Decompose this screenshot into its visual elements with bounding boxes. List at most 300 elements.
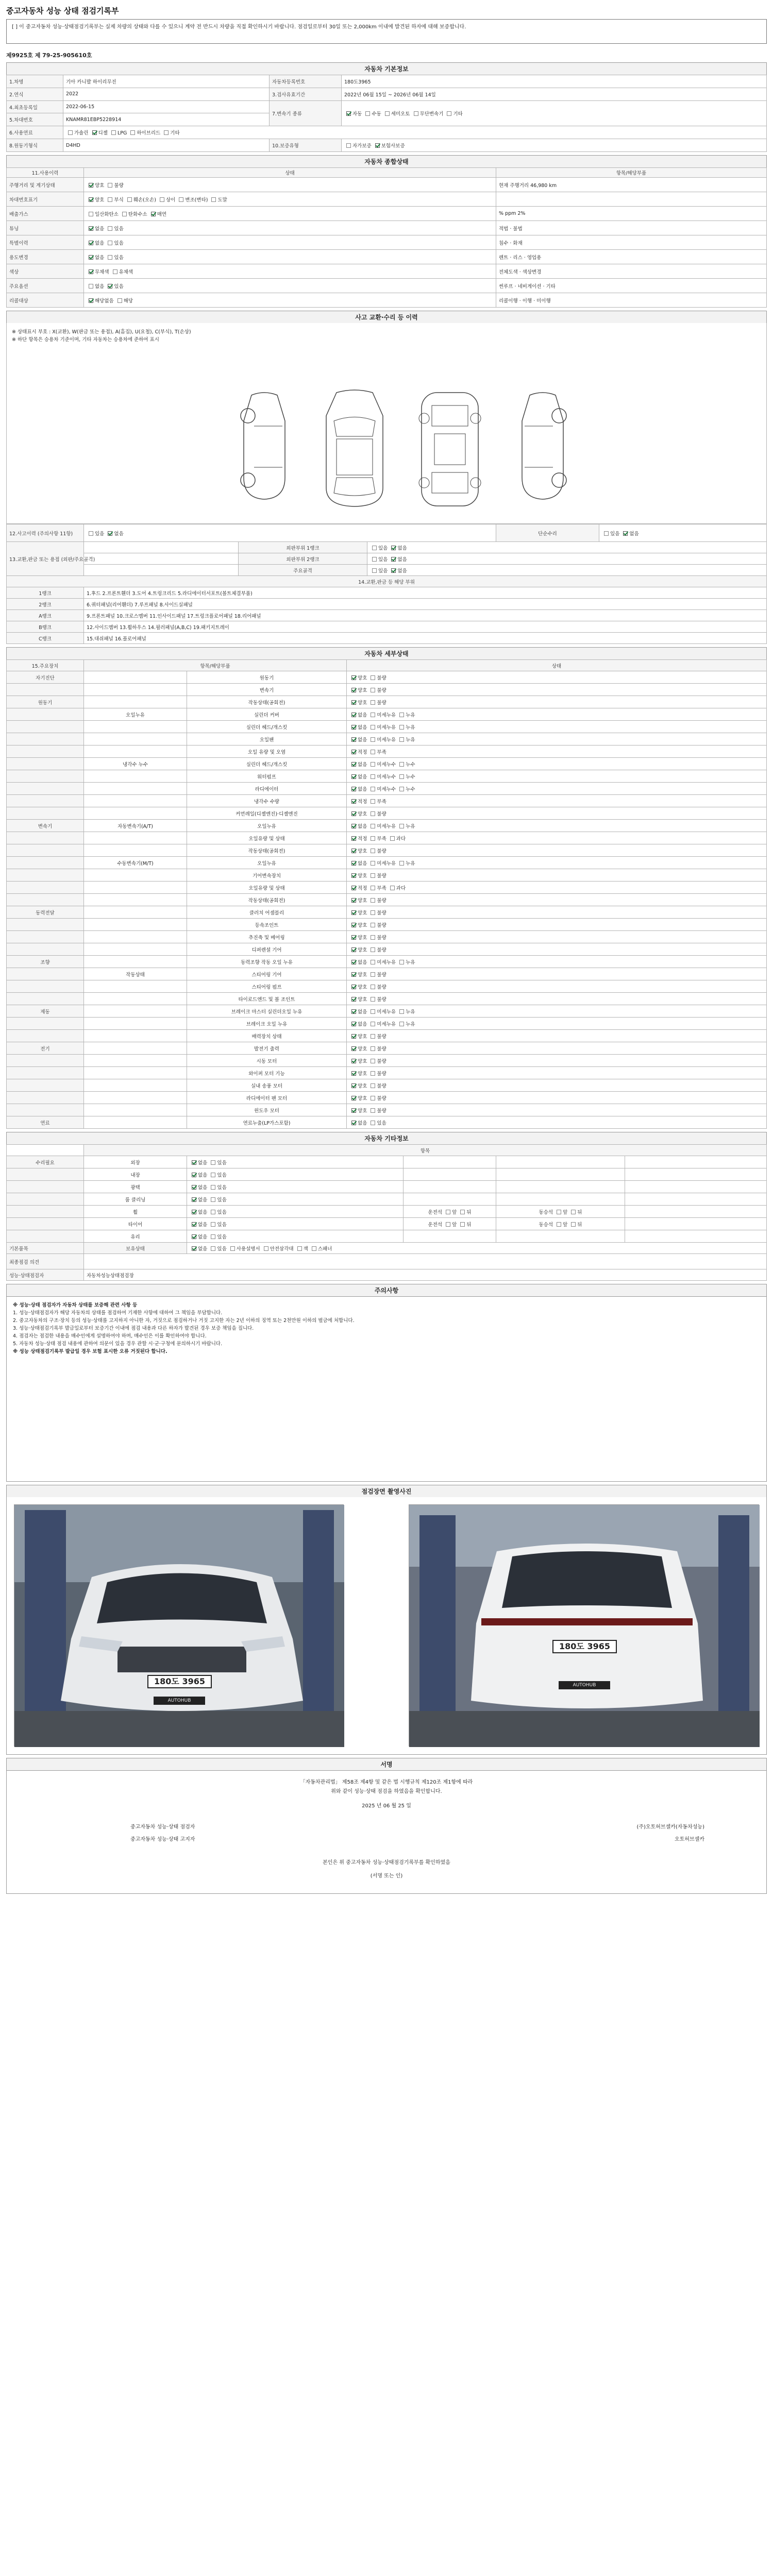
warranty-options: [342, 139, 767, 152]
checkbox: [351, 811, 356, 816]
detail-row: [7, 844, 767, 857]
option-label: 미세누유: [377, 737, 396, 743]
checkbox: [371, 675, 375, 680]
front-dealer-plate: AUTOHUB: [154, 1697, 205, 1705]
rank-1-label: 외판부위 1랭크: [239, 542, 367, 553]
first-reg: 2022-06-15: [63, 100, 270, 113]
section-overall: 자동차 종합상태: [6, 155, 767, 167]
option-label: 양호: [358, 700, 367, 706]
checkbox: [351, 836, 356, 841]
overall-row-options: [84, 250, 496, 264]
option-label: 무채색: [95, 269, 109, 275]
parts-row: [7, 587, 767, 599]
option-label: 누수: [406, 786, 415, 792]
note-line: ※ 성능·상태 점검자가 자동차 상태를 보증해 관련 사항 등: [13, 1302, 138, 1308]
other-cat: [7, 1168, 84, 1181]
other-row: [7, 1193, 767, 1206]
checkbox: [89, 241, 93, 245]
price-value: 자동차성능상태점검장: [84, 1269, 767, 1281]
detail-cat: [7, 721, 84, 733]
option-label: 미세누수: [377, 786, 396, 792]
checkbox: [89, 212, 93, 216]
detail-options: [347, 919, 767, 931]
detail-sub: 수동변속기(M/T): [84, 857, 187, 869]
checkbox: [211, 1197, 215, 1202]
option-label: 불량: [377, 897, 386, 904]
option-label: 누수: [406, 761, 415, 768]
detail-options: [347, 943, 767, 956]
checkbox: [89, 226, 93, 231]
option-label: 미세누유: [377, 724, 396, 731]
option-label: 없음: [358, 774, 367, 780]
checkbox: [371, 873, 375, 878]
other-row: [7, 1206, 767, 1218]
trans-options: [342, 100, 767, 126]
checkbox: [399, 1022, 404, 1026]
option-label: 있음: [217, 1184, 227, 1191]
simple-label: 단순수리: [496, 524, 599, 542]
option-label: 양호: [95, 182, 105, 189]
option-label: 있음: [95, 531, 105, 537]
checkbox: [399, 737, 404, 742]
detail-options: [347, 968, 767, 980]
option-label: 앞: [452, 1222, 457, 1228]
rank-1-options: [367, 542, 767, 553]
accident-table: [6, 524, 767, 644]
note-line: 3. 성능·상태점검기록부 발급일로부터 보증기간 이내에 점검 내용과 다른 하자가 발견된 경우 보증 책임을 집니다.: [13, 1326, 254, 1331]
checkbox: [297, 1246, 302, 1251]
checkbox: [111, 130, 116, 135]
option-label: 없음: [198, 1160, 208, 1166]
option-label: 없음: [358, 712, 367, 718]
checkbox: [557, 1210, 561, 1214]
option-label: 없음: [95, 226, 105, 232]
checkbox: [390, 836, 395, 841]
checkbox: [351, 1009, 356, 1014]
overall-row-extra: 침수 · 화재: [496, 235, 767, 250]
checkbox: [211, 1173, 215, 1177]
detail-options: [347, 882, 767, 894]
detail-row: [7, 696, 767, 708]
option-label: 앞: [563, 1222, 568, 1228]
checkbox: [391, 546, 396, 550]
checkbox: [371, 824, 375, 828]
detail-item: 작동상태(공회전): [187, 894, 347, 906]
option-label: 없음: [358, 1021, 367, 1027]
option-label: 불량: [377, 910, 386, 916]
overall-row-options: [84, 293, 496, 308]
option-label: 없음: [358, 823, 367, 829]
year: 2022: [63, 88, 270, 100]
detail-cat: [7, 894, 84, 906]
checkbox: [371, 1108, 375, 1113]
detail-sub: [84, 745, 187, 758]
checkbox: [371, 774, 375, 779]
option-label: 무단변속기: [419, 111, 444, 117]
option-label: 없음: [358, 786, 367, 792]
detail-options: [347, 820, 767, 832]
checkbox: [211, 1210, 215, 1214]
option-label: 누유: [406, 737, 415, 743]
detail-cat: [7, 931, 84, 943]
detail-table: [6, 659, 767, 1129]
detail-options: [347, 1018, 767, 1030]
checkbox: [192, 1185, 196, 1190]
checkbox: [192, 1173, 196, 1177]
checkbox: [351, 947, 356, 952]
option-label: 미세누유: [377, 1021, 396, 1027]
detail-cat: 제동: [7, 1005, 84, 1018]
detail-item: 타이로드엔드 및 볼 조인트: [187, 993, 347, 1005]
checkbox: [372, 557, 377, 562]
option-label: 일산화탄소: [95, 211, 119, 217]
notice-person-name: 오토허브셀카: [675, 1837, 704, 1842]
detail-options: [347, 733, 767, 745]
other-row: [7, 1230, 767, 1243]
checkbox: [399, 824, 404, 828]
rear-plate: 180도 3965: [552, 1640, 617, 1653]
checkbox: [351, 824, 356, 828]
detail-item: 원동기: [187, 671, 347, 684]
option-label: 누유: [406, 823, 415, 829]
option-label: 있음: [217, 1172, 227, 1178]
price-label: 성능·상태점검자: [7, 1269, 84, 1281]
detail-sub: [84, 770, 187, 783]
other-item: 내장: [84, 1168, 187, 1181]
checkbox: [399, 960, 404, 964]
detail-cat: [7, 1079, 84, 1092]
detail-sub: [84, 869, 187, 882]
detail-row: [7, 783, 767, 795]
other-cat: [7, 1206, 84, 1218]
detail-cat: [7, 770, 84, 783]
checkbox: [312, 1246, 316, 1251]
parts-rank: A랭크: [7, 610, 84, 621]
rear-car-image: [409, 1505, 760, 1747]
option-label: 불량: [377, 947, 386, 953]
detail-row: [7, 1079, 767, 1092]
overall-row-extra: 썬루프 · 네비게이션 · 기타: [496, 279, 767, 293]
option-label: 불량: [377, 1058, 386, 1064]
option-label: 자동: [352, 111, 362, 117]
detail-options: [347, 844, 767, 857]
vin: KNAMR81EBP5228914: [63, 113, 270, 126]
checker-label: 중고자동차 성능·상태 점검자: [130, 1824, 195, 1830]
checkbox: [151, 212, 156, 216]
checkbox: [192, 1210, 196, 1214]
checkbox: [351, 1071, 356, 1076]
detail-item: 와이퍼 모터 기능: [187, 1067, 347, 1079]
option-label: 적정: [358, 836, 367, 842]
option-label: 있음: [217, 1209, 227, 1215]
detail-cat: [7, 795, 84, 807]
detail-item: 워터펌프: [187, 770, 347, 783]
detail-row: [7, 807, 767, 820]
detail-row: [7, 894, 767, 906]
detail-sub: [84, 1018, 187, 1030]
option-label: 미세누유: [377, 823, 396, 829]
car-top-diagram: [321, 390, 388, 509]
detail-row: [7, 1042, 767, 1055]
checkbox: [192, 1197, 196, 1202]
option-label: 양호: [358, 935, 367, 941]
checkbox: [371, 997, 375, 1002]
option-label: 누유: [406, 724, 415, 731]
other-options: [187, 1193, 404, 1206]
overall-row: [7, 178, 767, 192]
parts-row: [7, 599, 767, 610]
checkbox: [571, 1210, 576, 1214]
detail-item: 냉각수 수량: [187, 795, 347, 807]
option-label: 있음: [217, 1246, 227, 1252]
note-line: 5. 자동차 성능·상태 점검 내용에 관하여 의문이 있을 경우 관할 시·군·구청에 문의하시기 바랍니다.: [13, 1341, 223, 1347]
detail-cat: [7, 980, 84, 993]
first-reg-label: 4.최초등록일: [7, 100, 63, 113]
checkbox: [89, 284, 93, 289]
checkbox: [351, 750, 356, 754]
option-label: 없음: [358, 724, 367, 731]
basic-items-item: 보유상태: [84, 1243, 187, 1254]
rear-photo: [409, 1504, 759, 1747]
detail-sub: [84, 1030, 187, 1042]
option-label: 불량: [377, 675, 386, 681]
detail-sub: [84, 1104, 187, 1116]
option-label: 부족: [377, 749, 386, 755]
warranty-label: 10.보증유형: [270, 139, 342, 152]
detail-item: 오일유량 및 상태: [187, 832, 347, 844]
detail-options: [347, 1005, 767, 1018]
option-label: 탄화수소: [128, 211, 147, 217]
checkbox: [211, 1160, 215, 1165]
checkbox: [371, 750, 375, 754]
checkbox: [351, 849, 356, 853]
detail-options: [347, 993, 767, 1005]
section-accident: 사고 교환·수리 등 이력: [6, 311, 767, 323]
detail-item: 디퍼렌셜 기어: [187, 943, 347, 956]
detail-options: [347, 1030, 767, 1042]
checkbox: [460, 1222, 465, 1227]
option-label: 자가보증: [352, 143, 372, 149]
detail-item: 클러치 어셈블리: [187, 906, 347, 919]
checkbox: [371, 886, 375, 890]
overall-row: [7, 250, 767, 264]
detail-cat: 전기: [7, 1042, 84, 1055]
checkbox: [351, 873, 356, 878]
detail-cat: [7, 832, 84, 844]
detail-sub: [84, 1067, 187, 1079]
parts-items: 15.대쉬패널 16.플로어패널: [84, 633, 767, 644]
checkbox: [385, 111, 390, 116]
detail-item: 라디에이터: [187, 783, 347, 795]
detail-options: [347, 1067, 767, 1079]
checkbox: [371, 947, 375, 952]
option-label: 있음: [114, 240, 124, 246]
option-label: 양호: [358, 972, 367, 978]
other-cat: [7, 1218, 84, 1230]
option-label: 없음: [358, 860, 367, 867]
checkbox: [89, 269, 93, 274]
photo-area: [6, 1497, 767, 1755]
checkbox: [351, 910, 356, 915]
option-label: 미세누유: [377, 860, 396, 867]
front-car-image: [14, 1505, 344, 1747]
notice-box: [ ] 이 중고자동차 성능·상태점검기록부는 실제 차량의 상태와 다를 수 있으니 계약 전 반드시 차량을 직접 확인하시기 바랍니다. 점검일로부터 30일 또는 2,000km 이내에 발견된 하자에 대해 보증합니다.: [6, 19, 767, 44]
parts-rank: 2랭크: [7, 599, 84, 610]
detail-sub: [84, 721, 187, 733]
other-cat: [7, 1181, 84, 1193]
detail-row: [7, 770, 767, 783]
option-label: 누유: [406, 959, 415, 965]
option-label: 불량: [377, 811, 386, 817]
detail-sub: [84, 1116, 187, 1129]
checkbox: [351, 1108, 356, 1113]
checkbox: [192, 1234, 196, 1239]
detail-head-cat: 15.주요장치: [7, 660, 84, 671]
detail-row: [7, 968, 767, 980]
checkbox: [391, 557, 396, 562]
checkbox: [375, 143, 380, 148]
parts-items: 6.쿼터패널(리어휀더) 7.루프패널 8.사이드실패널: [84, 599, 767, 610]
detail-options: [347, 745, 767, 758]
acc-options: [84, 524, 496, 542]
overall-table: [6, 167, 767, 308]
detail-row: [7, 1005, 767, 1018]
overall-row: [7, 279, 767, 293]
detail-options: [347, 857, 767, 869]
other-options: [187, 1218, 404, 1230]
detail-sub: [84, 1055, 187, 1067]
detail-item: 오일유량 및 상태: [187, 882, 347, 894]
option-label: 양호: [95, 197, 105, 203]
checkbox: [371, 1083, 375, 1088]
option-label: 부식: [114, 197, 124, 203]
detail-row: [7, 671, 767, 684]
parts-items: 12.사이드멤버 13.휠하우스 14.필러패널(A,B,C) 19.패키지트레이: [84, 621, 767, 633]
checkbox: [346, 111, 351, 116]
detail-item: 오일누유: [187, 820, 347, 832]
other-cat: 수리필요: [7, 1156, 84, 1168]
option-label: 있음: [378, 556, 388, 563]
parts-row: [7, 610, 767, 621]
checkbox: [414, 111, 418, 116]
checkbox: [160, 197, 164, 202]
checkbox: [371, 787, 375, 791]
option-label: 양호: [358, 873, 367, 879]
detail-cat: [7, 993, 84, 1005]
option-label: 양호: [358, 984, 367, 990]
checkbox: [68, 130, 73, 135]
checkbox: [371, 1121, 375, 1125]
other-cat: [7, 1193, 84, 1206]
detail-item: 커먼레일(디젤엔진)·디젤엔진: [187, 807, 347, 820]
detail-item: 등속조인트: [187, 919, 347, 931]
checkbox: [211, 1185, 215, 1190]
detail-sub: 오일누유: [84, 708, 187, 721]
option-label: 부족: [377, 885, 386, 891]
checkbox: [399, 713, 404, 717]
checkbox: [371, 1034, 375, 1039]
detail-item: 시동 모터: [187, 1055, 347, 1067]
option-label: 스패너: [317, 1246, 332, 1252]
sign-line-2: 위와 같이 성능·상태 점검을 하였음을 확인합니다.: [331, 1789, 442, 1794]
detail-item: 브레이크 마스터 실린더오일 누유: [187, 1005, 347, 1018]
option-label: 없음: [358, 1120, 367, 1126]
checkbox: [446, 1210, 450, 1214]
checkbox: [371, 713, 375, 717]
option-label: 없음: [397, 556, 407, 563]
opinion: [84, 1254, 767, 1269]
option-label: 없음: [358, 1009, 367, 1015]
detail-row: [7, 733, 767, 745]
detail-item: 브레이크 오일 누유: [187, 1018, 347, 1030]
overall-row-label: 용도변경: [7, 250, 84, 264]
reg-label: 자동차등록번호: [270, 75, 342, 88]
buyer-line: 본인은 위 중고자동차 성능·상태점검기록부를 확인하였음: [323, 1860, 450, 1866]
checkbox: [371, 688, 375, 692]
other-item: 룸 클리닝: [84, 1193, 187, 1206]
detail-options: [347, 1079, 767, 1092]
detail-cat: [7, 745, 84, 758]
overall-row-extra: 리콜이행 · 이행 · 미이행: [496, 293, 767, 308]
opinion-label: 최종점검 의견: [7, 1254, 84, 1269]
option-label: 양호: [358, 910, 367, 916]
option-label: 수동: [372, 111, 381, 117]
checkbox: [351, 1059, 356, 1063]
front-plate: 180도 3965: [147, 1675, 212, 1688]
option-label: 안전삼각대: [270, 1246, 294, 1252]
rank-3-label: 주요골격: [239, 565, 367, 576]
detail-row: [7, 869, 767, 882]
checkbox: [351, 923, 356, 927]
other-head-item: 항목: [84, 1145, 767, 1156]
other-row: [7, 1168, 767, 1181]
overall-row-label: 튜닝: [7, 221, 84, 235]
checkbox: [604, 531, 609, 536]
section-photo: 점검장면 촬영사진: [6, 1485, 767, 1497]
option-label: 미세누수: [377, 761, 396, 768]
overall-row-options: [84, 178, 496, 192]
option-label: 없음: [198, 1184, 208, 1191]
sign-date: 2025 년 06 월 25 일: [362, 1803, 411, 1809]
option-label: 불량: [377, 700, 386, 706]
detail-cat: [7, 807, 84, 820]
option-label: 불량: [377, 1083, 386, 1089]
other-options: [187, 1206, 404, 1218]
option-label: 누유: [406, 860, 415, 867]
checkbox: [351, 898, 356, 903]
detail-options: [347, 1092, 767, 1104]
detail-cat: 자기진단: [7, 671, 84, 684]
checkbox: [351, 725, 356, 730]
option-label: 상이: [165, 197, 176, 203]
detail-cat: [7, 1055, 84, 1067]
option-label: 세미오토: [391, 111, 410, 117]
detail-options: [347, 1104, 767, 1116]
option-label: 적정: [358, 749, 367, 755]
motor: D4HD: [63, 139, 270, 152]
checkbox: [351, 985, 356, 989]
checkbox: [371, 910, 375, 915]
other-options: [187, 1168, 404, 1181]
option-label: 양호: [358, 1071, 367, 1077]
sign-box: [6, 1770, 767, 1894]
option-label: 불량: [377, 873, 386, 879]
detail-options: [347, 869, 767, 882]
option-label: 없음: [198, 1172, 208, 1178]
detail-item: 스티어링 기어: [187, 968, 347, 980]
checkbox: [371, 898, 375, 903]
detail-cat: 조향: [7, 956, 84, 968]
